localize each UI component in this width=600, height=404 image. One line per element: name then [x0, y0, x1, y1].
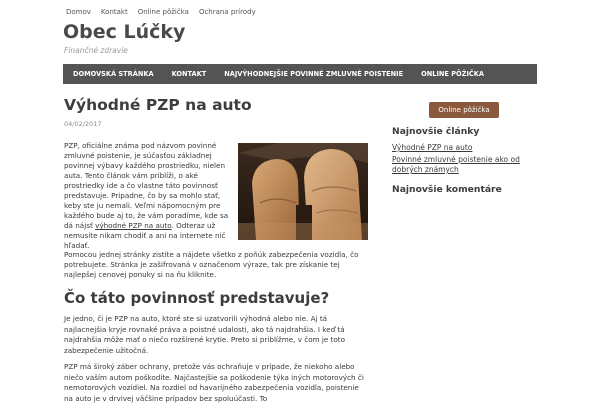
recent-post-link[interactable]: Výhodné PZP na auto: [392, 143, 473, 152]
site-description: Finančné zdravie: [64, 46, 128, 55]
recent-posts-heading: Najnovšie články: [392, 126, 480, 137]
recent-posts-list: [392, 143, 540, 177]
post-paragraph: PZP, oficiálne známa pod názvom povinné zmluvné poistenie, je súčasťou základnej povinnej výbavy každého prostriedku, nielen auta. Tento článok vám priblíži, o aké prostriedky ide a čo vlastne táto povinnosť predstavuje. Pripadne, čo by sa mohlo stať, keby ste ju nemali. Veľmi nápomocným pre každého bude aj to, že vám poradíme, kde sa dá nájsť výhodné PZP na auto. Odteraz už nemusíte nikam chodiť a ani na internete nič hľadať.: [64, 141, 229, 250]
recent-comments-heading: Najnovšie komentáre: [392, 184, 502, 195]
main-nav-insurance[interactable]: NAJVÝHODNEJŠIE POVINNÉ ZMLUVNÉ POISTENIE: [224, 70, 404, 78]
top-nav-contact[interactable]: Kontakt: [100, 8, 128, 16]
online-loan-button[interactable]: Online pôžička: [429, 102, 499, 118]
main-nav-home[interactable]: DOMOVSKÁ STRÁNKA: [73, 70, 154, 78]
main-nav-contact[interactable]: KONTAKT: [171, 70, 207, 78]
car-seat-photo: [238, 143, 368, 240]
main-nav-online-loan[interactable]: ONLINE PÔŽIČKA: [421, 70, 484, 78]
main-navigation: [63, 64, 537, 84]
post-date: 04/02/2017: [64, 120, 102, 128]
top-nav-nature-protection[interactable]: Ochrana prírody: [198, 8, 256, 16]
insurance-link[interactable]: výhodné PZP na auto: [95, 221, 172, 230]
top-nav-home[interactable]: Domov: [66, 8, 91, 16]
post-paragraph: PZP má široký záber ochrany, pretože vás ochraňuje v prípade, že niekoho alebo niečo vaším autom poškodíte. Najčastejšie sa poškodenie týka iných motorových či nemotorových vozidiel. Na rozdiel od havarijného zabezpečenia vozidla, poistenie na auto je v drvivej väčšine prípadov bez spoluúčasti. To: [64, 362, 364, 403]
post-paragraph: Je jedno, či je PZP na auto, ktoré ste si uzatvorili výhodná alebo nie. Aj tá najlacnejšia kryje rovnaké práva a poistné udalosti, ako tá najdrahšia. I keď tá najdrahšia môže mať o niečo rozšírené krytie. Preto si priblížme, v čom je toto zabezpečenie užitočná.: [64, 314, 346, 355]
post-paragraph: Pomocou jednej stránky zistíte a nájdete všetko z poňúk zabezpečenia vozidla, čo potrebujete. Stránka je zašifrovaná v označenom výraze, tak pre získanie tej najlepšej cenovej ponuky si na ňu kliknite.: [64, 250, 359, 279]
section-heading: Čo táto povinnosť predstavuje?: [64, 289, 330, 307]
post-title[interactable]: Výhodné PZP na auto: [64, 96, 252, 114]
recent-post-link[interactable]: Povinné zmluvné poistenie ako od dobrých známych: [392, 155, 520, 174]
site-title[interactable]: Obec Lúčky: [63, 21, 186, 43]
top-nav-online-loan[interactable]: Online pôžička: [137, 8, 189, 16]
top-navigation: [66, 8, 256, 16]
